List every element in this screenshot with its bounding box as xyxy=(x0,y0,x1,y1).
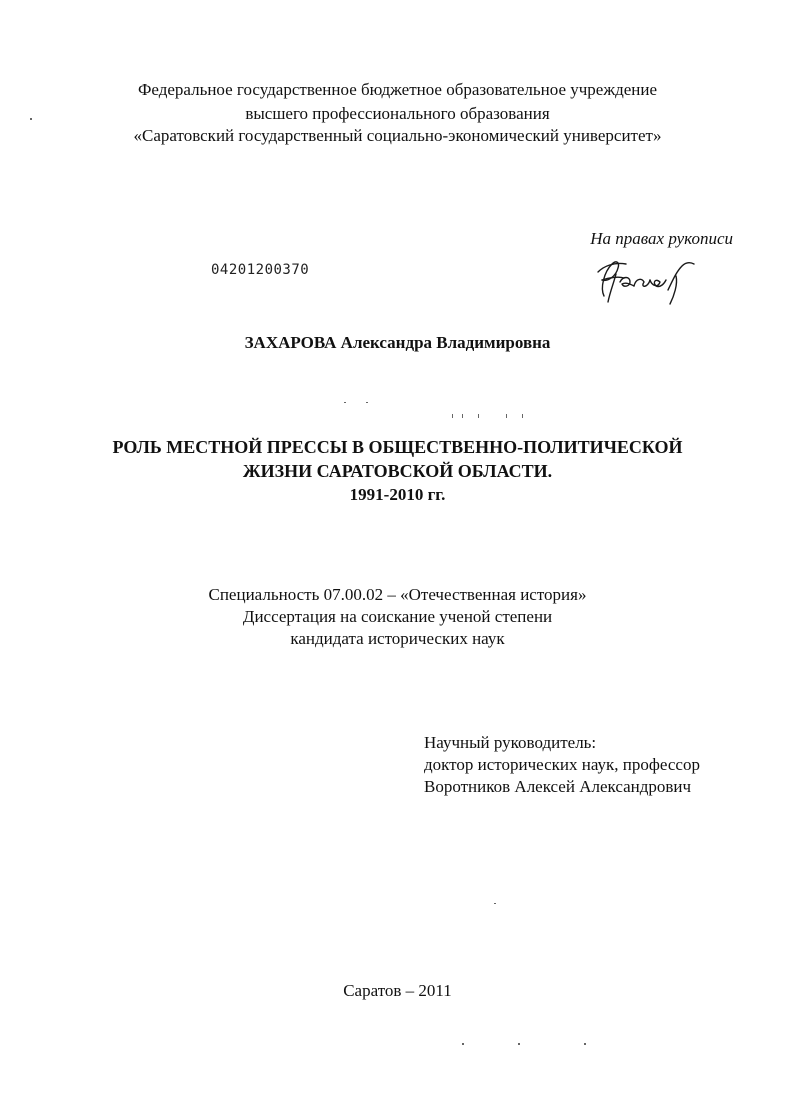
supervisor-name: Воротников Алексей Александрович xyxy=(424,777,692,796)
scan-speck xyxy=(344,402,346,403)
author-name: ЗАХАРОВА Александра Владимировна xyxy=(244,333,551,352)
scan-speck xyxy=(584,1043,586,1045)
institution-line-1: Федеральное государственное бюджетное образовательное учреждение xyxy=(137,80,658,99)
scan-speck xyxy=(452,414,453,418)
institution-line-2: высшего профессионального образования xyxy=(245,104,550,123)
manuscript-note: На правах рукописи xyxy=(590,229,733,248)
specialty-line-3: кандидата исторических наук xyxy=(290,629,505,648)
scan-speck xyxy=(494,903,496,904)
scan-speck xyxy=(30,118,32,120)
city-year: Саратов – 2011 xyxy=(343,981,452,1000)
scan-speck xyxy=(366,402,368,403)
scan-speck xyxy=(506,414,507,418)
scan-speck xyxy=(462,414,463,418)
scan-speck xyxy=(462,1043,464,1045)
supervisor-degree: доктор исторических наук, профессор xyxy=(424,755,700,774)
specialty-line-2: Диссертация на соискание ученой степени xyxy=(242,607,553,626)
registration-code: 04201200370 xyxy=(211,262,310,278)
scan-speck xyxy=(522,414,523,418)
institution-line-3: «Саратовский государственный социально-экономический университет» xyxy=(133,126,662,145)
specialty-line-1: Специальность 07.00.02 – «Отечественная история» xyxy=(208,585,587,604)
scan-speck xyxy=(478,414,479,418)
title-years: 1991-2010 гг. xyxy=(349,485,446,504)
signature-image xyxy=(590,252,700,308)
supervisor-label: Научный руководитель: xyxy=(424,733,597,752)
title-line-1: РОЛЬ МЕСТНОЙ ПРЕССЫ В ОБЩЕСТВЕННО-ПОЛИТИЧЕСКОЙ xyxy=(112,437,683,457)
title-line-2: ЖИЗНИ САРАТОВСКОЙ ОБЛАСТИ. xyxy=(242,461,553,481)
scan-speck xyxy=(518,1043,520,1045)
